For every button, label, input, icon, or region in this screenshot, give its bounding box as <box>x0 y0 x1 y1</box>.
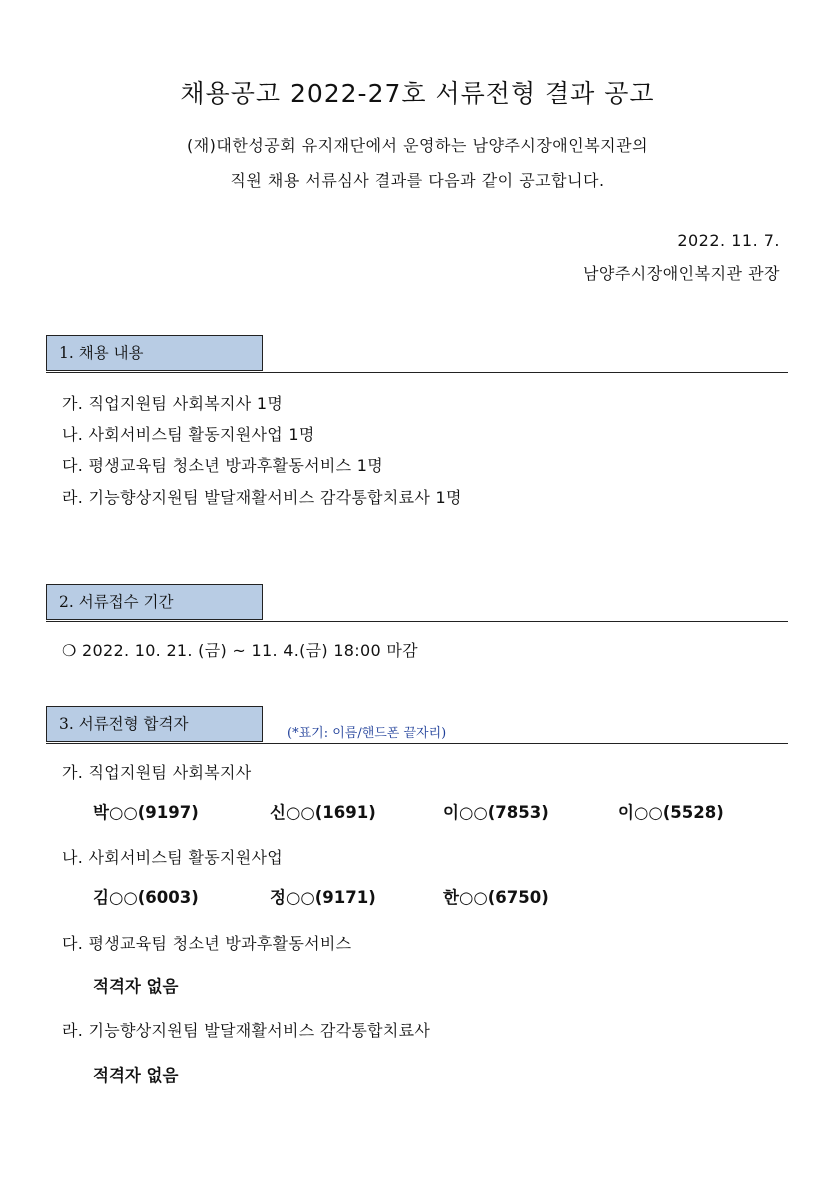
passed-candidate: 박○○(9197) <box>93 803 199 822</box>
passed-candidate: 이○○(5528) <box>618 803 724 822</box>
page-title: 채용공고 2022-27호 서류전형 결과 공고 <box>180 79 655 108</box>
section-1-heading: 1. 채용 내용 <box>46 335 263 371</box>
section-1-item: 가. 직업지원팀 사회복지사 1명 <box>62 394 284 413</box>
intro-line-1: (재)대한성공회 유지재단에서 운영하는 남양주시장애인복지관의 <box>186 136 649 155</box>
section-3-divider <box>46 743 788 744</box>
intro-line-2: 직원 채용 서류심사 결과를 다음과 같이 공고합니다. <box>230 171 605 190</box>
application-period: ❍ 2022. 10. 21. (금) ~ 11. 4.(금) 18:00 마감 <box>62 641 418 660</box>
group-label: 가. 직업지원팀 사회복지사 <box>62 763 252 782</box>
section-1-divider <box>46 372 788 373</box>
notation-note: (*표기: 이름/핸드폰 끝자리) <box>287 726 447 741</box>
section-3-heading: 3. 서류전형 합격자 <box>46 706 263 742</box>
section-2-divider <box>46 621 788 622</box>
section-2-heading: 2. 서류접수 기간 <box>46 584 263 620</box>
passed-candidate: 김○○(6003) <box>93 888 199 907</box>
announcement-date: 2022. 11. 7. <box>677 231 780 250</box>
group-label: 다. 평생교육팀 청소년 방과후활동서비스 <box>62 934 352 953</box>
section-1-item: 다. 평생교육팀 청소년 방과후활동서비스 1명 <box>62 456 384 475</box>
group-label: 나. 사회서비스팀 활동지원사업 <box>62 848 283 867</box>
passed-candidate: 한○○(6750) <box>443 888 549 907</box>
passed-candidate: 정○○(9171) <box>270 888 376 907</box>
passed-candidate: 이○○(7853) <box>443 803 549 822</box>
section-1-item: 나. 사회서비스팀 활동지원사업 1명 <box>62 425 315 444</box>
passed-candidate: 신○○(1691) <box>270 803 376 822</box>
section-1-item: 라. 기능향상지원팀 발달재활서비스 감각통합치료사 1명 <box>62 488 462 507</box>
no-qualified-candidate: 적격자 없음 <box>93 1066 179 1085</box>
group-label: 라. 기능향상지원팀 발달재활서비스 감각통합치료사 <box>62 1021 431 1040</box>
no-qualified-candidate: 적격자 없음 <box>93 977 179 996</box>
issuer: 남양주시장애인복지관 관장 <box>582 264 780 283</box>
